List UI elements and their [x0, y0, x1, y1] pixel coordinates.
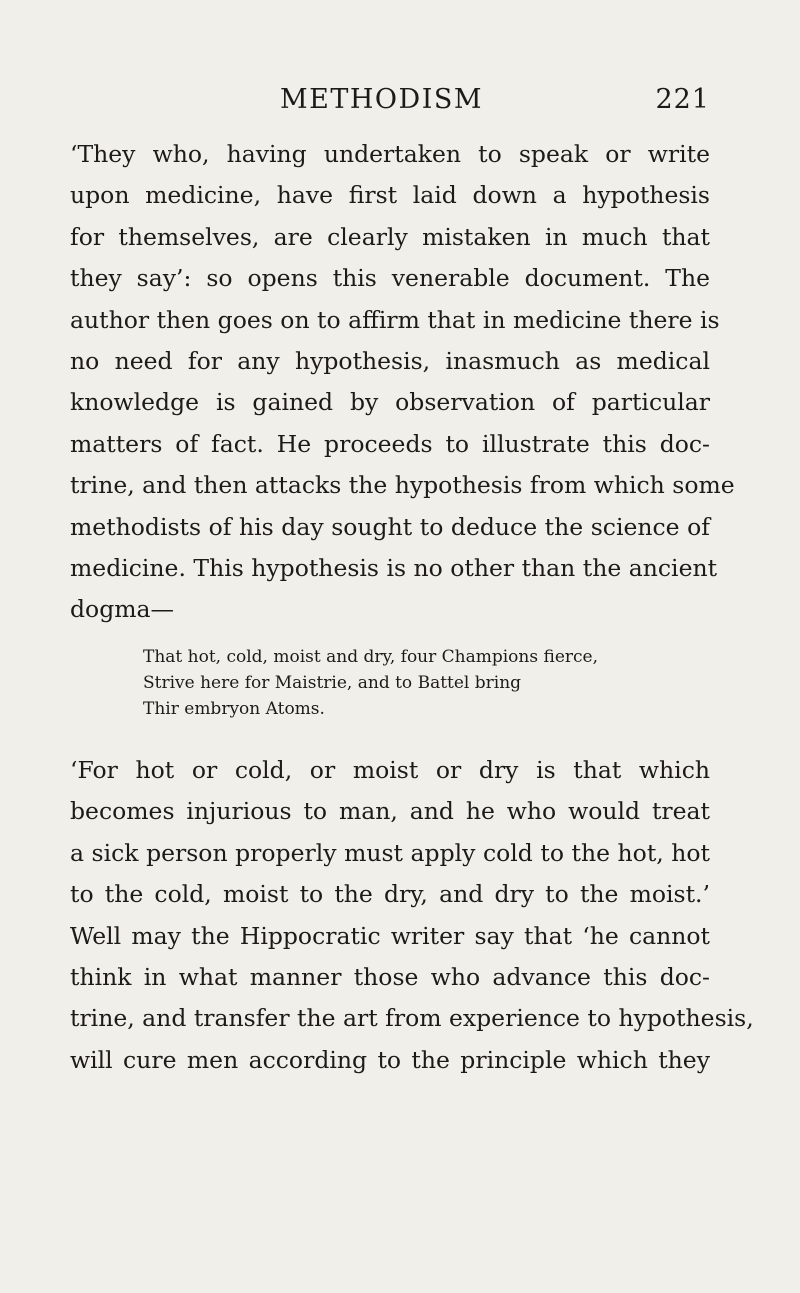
text-line: ‘They who, having undertaken to speak or write	[70, 140, 710, 168]
paragraph-1	[70, 134, 735, 631]
text-line: will cure men according to the principle which they	[70, 1045, 710, 1074]
text-line: methodists of his day sought to deduce the science of	[70, 512, 710, 541]
text-line: ‘For hot or cold, or moist or dry is that which	[70, 756, 710, 784]
verse-line: Thir embryon Atoms.	[143, 699, 325, 719]
verse-line: Strive here for Maistrie, and to Battel bring	[143, 673, 522, 693]
text-line: a sick person properly must apply cold to the hot, hot	[70, 838, 710, 867]
text-line: think in what manner those who advance this doc-	[70, 962, 710, 991]
verse-line: That hot, cold, moist and dry, four Champions fierce,	[143, 647, 599, 667]
paragraph-2	[70, 750, 754, 1081]
text-line: knowledge is gained by observation of particular	[70, 388, 710, 417]
text-line: they say’: so opens this venerable document. The	[70, 264, 710, 293]
text-line: author then goes on to affirm that in medicine there is	[70, 305, 720, 334]
page-number: 221	[655, 84, 710, 115]
text-line: trine, and transfer the art from experience to hypothesis,	[70, 1004, 754, 1033]
text-line: trine, and then attacks the hypothesis from which some	[70, 471, 735, 500]
text-line: upon medicine, have first laid down a hypothesis	[70, 181, 710, 210]
running-head	[70, 80, 710, 120]
running-title: METHODISM	[280, 84, 484, 115]
text-line: to the cold, moist to the dry, and dry to the moist.’	[70, 880, 710, 909]
text-line: no need for any hypothesis, inasmuch as medical	[70, 346, 710, 375]
text-line: medicine. This hypothesis is no other than the ancient	[70, 553, 718, 582]
text-line: for themselves, are clearly mistaken in much that	[70, 222, 710, 251]
text-line: Well may the Hippocratic writer say that ‘he cannot	[70, 921, 710, 950]
text-line: matters of fact. He proceeds to illustrate this doc-	[70, 429, 710, 458]
text-line: dogma—	[70, 595, 175, 624]
verse-quotation	[143, 644, 703, 722]
text-line: becomes injurious to man, and he who would treat	[70, 797, 710, 826]
